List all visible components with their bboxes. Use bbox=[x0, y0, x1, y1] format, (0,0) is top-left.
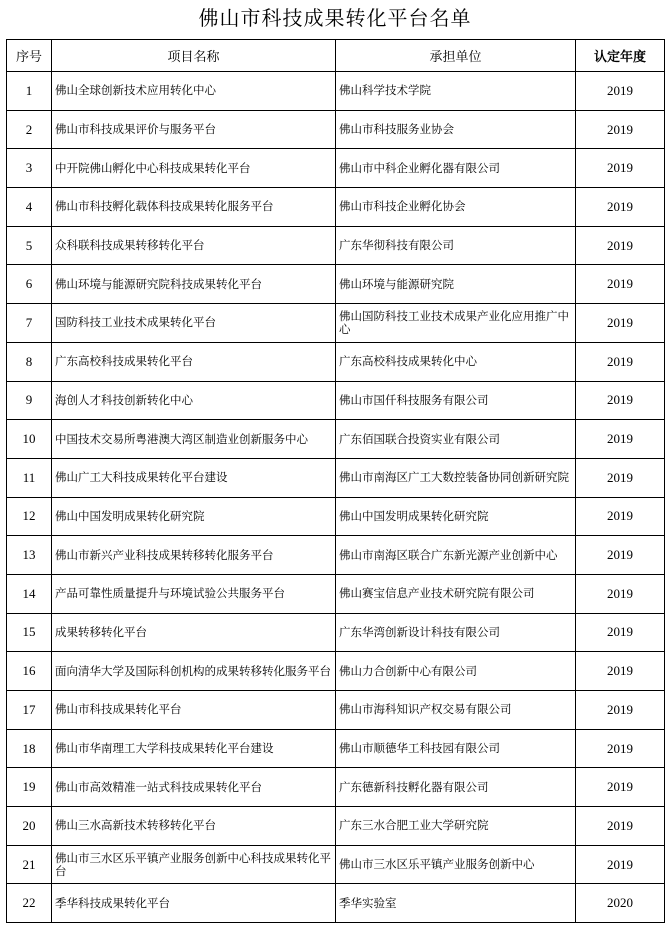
row-unit: 季华实验室 bbox=[336, 884, 576, 923]
row-unit: 广东华彻科技有限公司 bbox=[336, 226, 576, 265]
table-row bbox=[7, 536, 665, 575]
table-row bbox=[7, 226, 665, 265]
row-year: 2019 bbox=[576, 381, 665, 420]
row-index: 8 bbox=[7, 342, 52, 381]
row-project-name: 佛山市科技孵化载体科技成果转化服务平台 bbox=[52, 188, 336, 227]
row-unit: 佛山市南海区广工大数控装备协同创新研究院 bbox=[336, 458, 576, 497]
row-project-name: 面向清华大学及国际科创机构的成果转移转化服务平台 bbox=[52, 652, 336, 691]
row-project-name: 佛山广工大科技成果转化平台建设 bbox=[52, 458, 336, 497]
row-index: 20 bbox=[7, 807, 52, 846]
table-row bbox=[7, 188, 665, 227]
row-project-name: 广东高校科技成果转化平台 bbox=[52, 342, 336, 381]
header-project-name: 项目名称 bbox=[52, 40, 336, 72]
row-index: 10 bbox=[7, 420, 52, 459]
table-row bbox=[7, 110, 665, 149]
table-row bbox=[7, 342, 665, 381]
row-project-name: 佛山市科技成果评价与服务平台 bbox=[52, 110, 336, 149]
page-title: 佛山市科技成果转化平台名单 bbox=[198, 6, 472, 30]
table-row bbox=[7, 574, 665, 613]
row-index: 17 bbox=[7, 691, 52, 730]
row-year: 2019 bbox=[576, 72, 665, 111]
platform-table bbox=[6, 39, 665, 923]
row-year: 2019 bbox=[576, 188, 665, 227]
row-unit: 佛山市国仟科技服务有限公司 bbox=[336, 381, 576, 420]
table-row bbox=[7, 458, 665, 497]
row-unit: 佛山市中科企业孵化器有限公司 bbox=[336, 149, 576, 188]
row-unit: 佛山力合创新中心有限公司 bbox=[336, 652, 576, 691]
row-unit: 广东高校科技成果转化中心 bbox=[336, 342, 576, 381]
row-index: 9 bbox=[7, 381, 52, 420]
table-row bbox=[7, 497, 665, 536]
row-index: 21 bbox=[7, 845, 52, 884]
table-row bbox=[7, 420, 665, 459]
row-index: 16 bbox=[7, 652, 52, 691]
row-index: 1 bbox=[7, 72, 52, 111]
row-year: 2019 bbox=[576, 458, 665, 497]
row-project-name: 季华科技成果转化平台 bbox=[52, 884, 336, 923]
row-project-name: 佛山三水高新技术转移转化平台 bbox=[52, 807, 336, 846]
row-index: 13 bbox=[7, 536, 52, 575]
table-row bbox=[7, 768, 665, 807]
table-row bbox=[7, 613, 665, 652]
row-index: 5 bbox=[7, 226, 52, 265]
row-project-name: 成果转移转化平台 bbox=[52, 613, 336, 652]
row-unit: 广东三水合肥工业大学研究院 bbox=[336, 807, 576, 846]
row-year: 2019 bbox=[576, 807, 665, 846]
row-project-name: 国防科技工业技术成果转化平台 bbox=[52, 304, 336, 343]
row-unit: 佛山赛宝信息产业技术研究院有限公司 bbox=[336, 574, 576, 613]
row-year: 2019 bbox=[576, 729, 665, 768]
row-year: 2019 bbox=[576, 845, 665, 884]
row-unit: 佛山市科技服务业协会 bbox=[336, 110, 576, 149]
row-index: 15 bbox=[7, 613, 52, 652]
row-unit: 佛山科学技术学院 bbox=[336, 72, 576, 111]
row-year: 2019 bbox=[576, 342, 665, 381]
table-row bbox=[7, 381, 665, 420]
table-row bbox=[7, 265, 665, 304]
row-project-name: 佛山环境与能源研究院科技成果转化平台 bbox=[52, 265, 336, 304]
row-year: 2019 bbox=[576, 536, 665, 575]
row-unit: 广东佰国联合投资实业有限公司 bbox=[336, 420, 576, 459]
row-year: 2019 bbox=[576, 497, 665, 536]
row-unit: 佛山市顺德华工科技园有限公司 bbox=[336, 729, 576, 768]
table-row bbox=[7, 72, 665, 111]
row-index: 6 bbox=[7, 265, 52, 304]
row-index: 14 bbox=[7, 574, 52, 613]
row-index: 3 bbox=[7, 149, 52, 188]
row-project-name: 佛山市三水区乐平镇产业服务创新中心科技成果转化平台 bbox=[52, 845, 336, 884]
row-year: 2019 bbox=[576, 691, 665, 730]
table-row bbox=[7, 149, 665, 188]
row-project-name: 佛山市新兴产业科技成果转移转化服务平台 bbox=[52, 536, 336, 575]
table-header-row bbox=[7, 40, 665, 72]
row-project-name: 佛山市高效精准一站式科技成果转化平台 bbox=[52, 768, 336, 807]
table-row bbox=[7, 845, 665, 884]
row-project-name: 海创人才科技创新转化中心 bbox=[52, 381, 336, 420]
row-year: 2020 bbox=[576, 884, 665, 923]
row-unit: 佛山中国发明成果转化研究院 bbox=[336, 497, 576, 536]
row-unit: 广东德新科技孵化器有限公司 bbox=[336, 768, 576, 807]
row-year: 2019 bbox=[576, 574, 665, 613]
row-project-name: 中国技术交易所粤港澳大湾区制造业创新服务中心 bbox=[52, 420, 336, 459]
row-project-name: 佛山市科技成果转化平台 bbox=[52, 691, 336, 730]
table-row bbox=[7, 691, 665, 730]
row-unit: 佛山市南海区联合广东新光源产业创新中心 bbox=[336, 536, 576, 575]
row-index: 12 bbox=[7, 497, 52, 536]
row-project-name: 佛山全球创新技术应用转化中心 bbox=[52, 72, 336, 111]
row-year: 2019 bbox=[576, 149, 665, 188]
row-index: 7 bbox=[7, 304, 52, 343]
row-project-name: 佛山市华南理工大学科技成果转化平台建设 bbox=[52, 729, 336, 768]
row-year: 2019 bbox=[576, 420, 665, 459]
table-row bbox=[7, 807, 665, 846]
row-project-name: 产品可靠性质量提升与环境试验公共服务平台 bbox=[52, 574, 336, 613]
row-index: 11 bbox=[7, 458, 52, 497]
row-year: 2019 bbox=[576, 613, 665, 652]
row-index: 4 bbox=[7, 188, 52, 227]
row-index: 18 bbox=[7, 729, 52, 768]
row-unit: 佛山国防科技工业技术成果产业化应用推广中心 bbox=[336, 304, 576, 343]
row-year: 2019 bbox=[576, 226, 665, 265]
row-unit: 佛山环境与能源研究院 bbox=[336, 265, 576, 304]
table-row bbox=[7, 729, 665, 768]
row-year: 2019 bbox=[576, 110, 665, 149]
row-project-name: 中开院佛山孵化中心科技成果转化平台 bbox=[52, 149, 336, 188]
row-unit: 广东华湾创新设计科技有限公司 bbox=[336, 613, 576, 652]
header-year: 认定年度 bbox=[576, 40, 665, 72]
row-index: 22 bbox=[7, 884, 52, 923]
row-year: 2019 bbox=[576, 768, 665, 807]
header-unit: 承担单位 bbox=[336, 40, 576, 72]
row-year: 2019 bbox=[576, 652, 665, 691]
row-index: 19 bbox=[7, 768, 52, 807]
row-project-name: 众科联科技成果转移转化平台 bbox=[52, 226, 336, 265]
table-row bbox=[7, 304, 665, 343]
row-project-name: 佛山中国发明成果转化研究院 bbox=[52, 497, 336, 536]
row-index: 2 bbox=[7, 110, 52, 149]
table-row bbox=[7, 884, 665, 923]
row-year: 2019 bbox=[576, 265, 665, 304]
table-row bbox=[7, 652, 665, 691]
row-year: 2019 bbox=[576, 304, 665, 343]
row-unit: 佛山市海科知识产权交易有限公司 bbox=[336, 691, 576, 730]
row-unit: 佛山市科技企业孵化协会 bbox=[336, 188, 576, 227]
header-index: 序号 bbox=[7, 40, 52, 72]
row-unit: 佛山市三水区乐平镇产业服务创新中心 bbox=[336, 845, 576, 884]
